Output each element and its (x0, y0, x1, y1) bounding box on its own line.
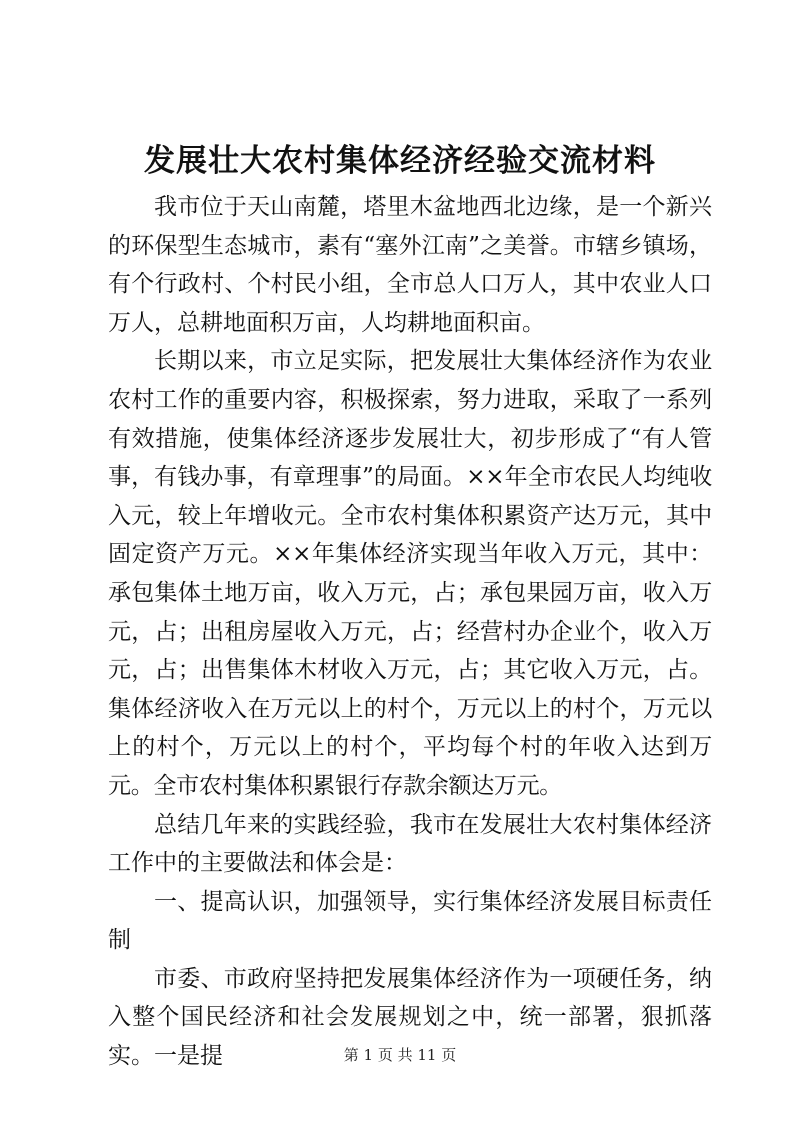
document-body (108, 188, 712, 1076)
paragraph-summary: 总结几年来的实践经验，我市在发展壮大农村集体经济工作中的主要做法和体会是： (108, 811, 712, 877)
page-number-footer: 第 1 页 共 11 页 (343, 1046, 457, 1064)
paragraph-section-1: 市委、市政府坚持把发展集体经济作为一项硬任务，纳入整个国民经济和社会发展规划之中，统一部署，狠抓落实。一是提 (108, 965, 712, 1070)
section-heading-1: 一、提高认识，加强领导，实行集体经济发展目标责任制 (108, 888, 712, 954)
document-title: 发展壮大农村集体经济经验交流材料 (144, 143, 656, 179)
paragraph-overview: 长期以来，市立足实际，把发展壮大集体经济作为农业农村工作的重要内容，积极探索，努力进取，采取了一系列有效措施，使集体经济逐步发展壮大，初步形成了“有人管事，有钱办事，有章理事”的局面。××年全市农民人均纯收入元，较上年增收元。全市农村集体积累资产达万元，其中固定资产万元。××年集体经济实现当年收入万元，其中：承包集体土地万亩，收入万元，占；承包果园万亩，收入万元，占；出租房屋收入万元，占；经营村办企业个，收入万元，占；出售集体木材收入万元，占；其它收入万元，占。集体经济收入在万元以上的村个，万元以上的村个，万元以上的村个，万元以上的村个，平均每个村的年收入达到万元。全市农村集体积累银行存款余额达万元。 (108, 348, 712, 799)
paragraph-intro: 我市位于天山南麓，塔里木盆地西北边缘，是一个新兴的环保型生态城市，素有“塞外江南”之美誉。市辖乡镇场，有个行政村、个村民小组，全市总人口万人，其中农业人口万人，总耕地面积万亩，人均耕地面积亩。 (108, 194, 712, 336)
